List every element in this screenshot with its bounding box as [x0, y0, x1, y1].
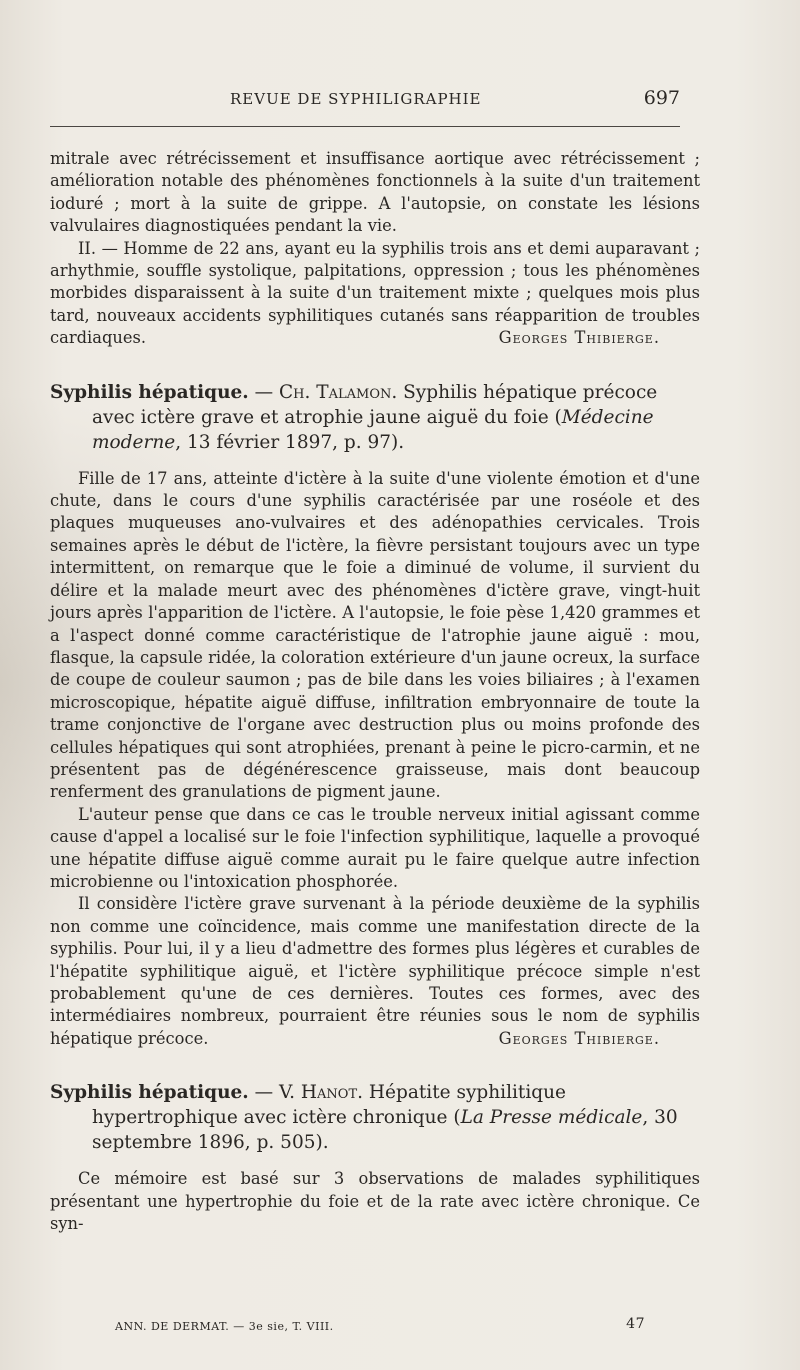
article-1-paragraph-3: [50, 893, 700, 1050]
article-2-heading: [50, 1080, 700, 1155]
page-footer: [115, 1316, 645, 1336]
running-title: REVUE DE SYPHILIGRAPHIE: [230, 90, 482, 108]
article-1-heading: [50, 380, 700, 455]
article-1-journal: Médecine moderne: [92, 406, 654, 453]
article-1-citation: , 13 février 1897, p. 97).: [175, 431, 405, 453]
intro-signature: Georges Thibierge.: [498, 328, 660, 348]
intro-paragraph-2: [50, 238, 700, 350]
header-rule: [50, 126, 680, 127]
article-1-title: Syphilis hépatique précoce avec ictère grave et atrophie jaune aiguë du foie (: [92, 381, 658, 428]
article-1-paragraph-3-text: Il considère l'ictère grave survenant à la période deuxième de la syphilis non comme une coïncidence, mais comme une manifestation directe de la syphilis. Pour lui, il y a lieu d'admettre des formes plus légères et curables de l'hépatite syphilitique aiguë, et l'ictère syphilitique précoce simple n'est probablement qu'une de ces dernières. Toutes ces formes, avec des intermédiaires nombreux, pourraient être réunies sous le nom de syphilis hépatique précoce.: [50, 894, 700, 1048]
article-2-title: Hépatite syphilitique hypertrophique avec ictère chronique (: [92, 1082, 566, 1129]
article-2-lead: Syphilis hépatique.: [50, 1082, 249, 1104]
page-body: [50, 148, 700, 1235]
article-2-journal: La Presse médicale: [460, 1107, 643, 1129]
article-2-citation: , 30 septembre 1896, p. 505).: [92, 1107, 678, 1154]
article-1-signature: Georges Thibierge.: [498, 1028, 660, 1048]
article-2-paragraph-1: Ce mémoire est basé sur 3 observations de malades syphilitiques présentant une hypertrophie du foie et de la rate avec ictère chronique. Ce syn-: [50, 1169, 700, 1234]
page-header: [50, 87, 680, 116]
article-1-paragraph-2: L'auteur pense que dans ce cas le trouble nerveux initial agissant comme cause d'appel a localisé sur le foie l'infection syphilitique, laquelle a provoqué une hépatite diffuse aiguë comme aurait pu le faire quelque autre infection microbienne ou l'intoxication phosphorée.: [50, 804, 700, 891]
article-2-dash: —: [248, 1082, 280, 1104]
footer-signature-mark: ANN. DE DERMAT. — 3e sie, T. VIII.: [115, 1320, 334, 1333]
article-1-lead: Syphilis hépatique.: [50, 381, 249, 403]
article-1-author: Ch. Talamon.: [279, 381, 398, 403]
article-1-dash: —: [248, 381, 280, 403]
intro-paragraph-2-text: II. — Homme de 22 ans, ayant eu la syphilis trois ans et demi auparavant ; arhythmie, souffle systolique, palpitations, oppression ; tous les phénomènes morbides disparaissent à la suite d'un traitement mixte ; quelques mois plus tard, nouveaux accidents syphilitiques cutanés sans réapparition de troubles cardiaques.: [50, 238, 700, 348]
page-number: 697: [643, 87, 680, 109]
footer-sheet-number: 47: [626, 1316, 645, 1332]
intro-paragraph-1: mitrale avec rétrécissement et insuffisance aortique avec rétrécissement ; amélioration notable des phénomènes fonctionnels à la suite d'un traitement ioduré ; mort à la suite de grippe. A l'autopsie, on constate les lésions valvulaires diagnostiquées pendant la vie.: [50, 149, 700, 236]
article-1-paragraph-1: Fille de 17 ans, atteinte d'ictère à la suite d'une violente émotion et d'une chute, dans le cours d'une syphilis caractérisée par une roséole et des plaques muqueuses ano-vulvaires et des adénopathies cervicales. Trois semaines après le début de l'ictère, la fièvre persistant toujours avec un type intermittent, on remarque que le foie a diminué de volume, il survient du délire et la malade meurt avec des phénomènes d'ictère grave, vingt-huit jours après l'apparition de l'ictère. A l'autopsie, le foie pèse 1,420 grammes et a l'aspect donné comme caractéristique de l'atrophie jaune aiguë : mou, flasque, la capsule ridée, la coloration extérieure d'un jaune ocreux, la surface de coupe de couleur saumon ; pas de bile dans les voies biliaires ; à l'examen microscopique, hépatite aiguë diffuse, infiltration embryonnaire de toute la trame conjonctive de l'organe avec destruction plus ou moins profonde des cellules hépatiques qui sont atrophiées, prenant à peine le picro-carmin, et ne présentent pas de dégénérescence graisseuse, mais dont beaucoup renferment des granulations de pigment jaune.: [50, 468, 700, 802]
article-2-author: V. Hanot.: [279, 1082, 364, 1104]
